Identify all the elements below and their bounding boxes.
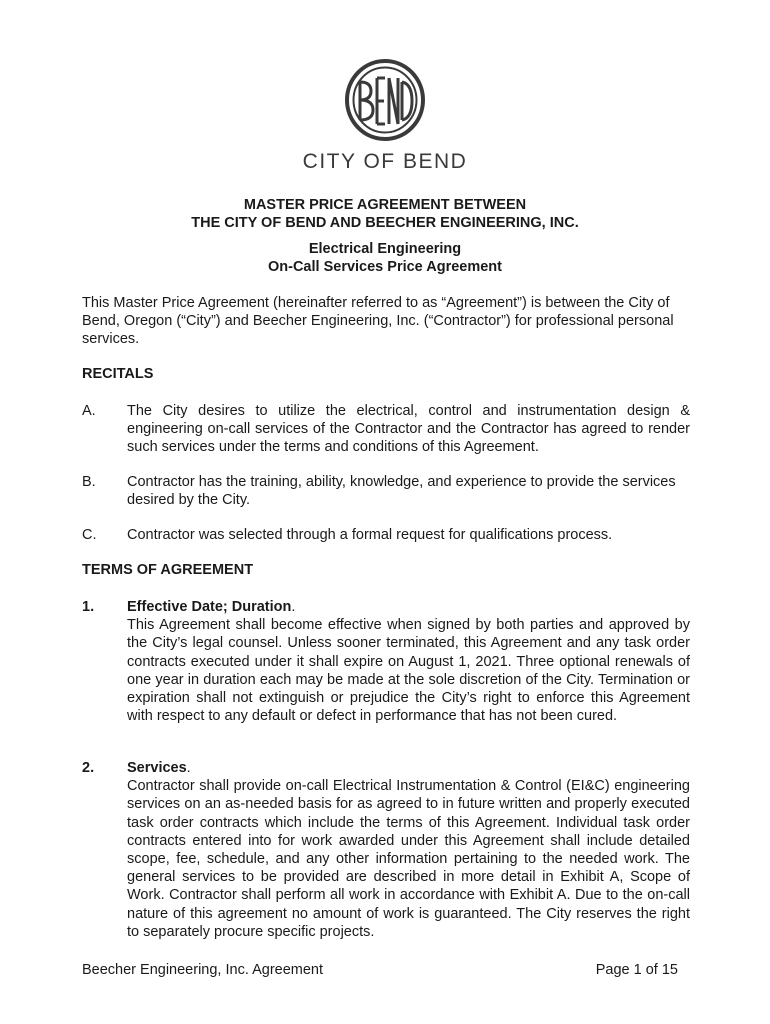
recital-item [82,473,690,509]
recital-label: C. [82,527,97,543]
recitals-heading: RECITALS [82,366,154,382]
section-text: Contractor shall provide on-call Electrical Instrumentation & Control (EI&C) engineering services on an as-needed basis for as agreed to in future written and properly executed task order contracts which include the terms of this Agreement. Individual task order contracts entered into for work awarded under this Agreement shall include detailed scope, fee, schedule, and any other information pertaining to the needed work. The general services to be provided are described in more detail in Exhibit A, Scope of Work. Contractor shall perform all work in accordance with Exhibit A. Due to the on-call nature of this agreement no amount of work is guaranteed. The City reserves the right to separately procure specific projects. [127,778,690,940]
section-number: 1. [82,599,95,615]
section-text: This Agreement shall become effective when signed by both parties and approved by the City’s legal counsel. Unless sooner terminated, this Agreement and any task order contracts executed under it shall expire on August 1, 2021. Three optional renewals of one year in duration each may be made at the sole discretion of the City. Termination or expiration shall not extinguish or prejudice the City’s right to enforce this Agreement with respect to any default or defect in performance that has not been cured. [127,617,690,725]
agreement-title [0,196,770,232]
intro-paragraph: This Master Price Agreement (hereinafter referred to as “Agreement”) is between the City of Bend, Oregon (“City”) and Beecher Engineering, Inc. (“Contractor”) for professional personal services. [82,295,674,348]
section-number: 2. [82,760,95,776]
recital-label: A. [82,403,96,419]
recital-text: Contractor was selected through a formal request for qualifications process. [127,527,613,543]
terms-section: 2. Services. Contractor shall provide on-call Electrical Instrumentation & Control (EI&C) engineering services on an as-needed basis for as agreed to in future written and properly executed task order contracts which include the terms of this Agreement. Individual task order contracts entered into for work awarded under this Agreement shall include detailed scope, fee, schedule, and any other information pertaining to the needed work. The general services to be provided are described in more detail in Exhibit A, Scope of Work. Contractor shall perform all work in accordance with Exhibit A. Due to the on-call nature of this agreement no amount of work is guaranteed. The City reserves the right to separately procure specific projects. [82,760,690,940]
recital-label: B. [82,474,96,490]
recital-text: Contractor has the training, ability, knowledge, and experience to provide the services desired by the City. [127,474,676,509]
city-name: CITY OF BEND [302,150,468,173]
subtitle-line-1: Electrical Engineering [308,241,462,257]
title-line-2: THE CITY OF BEND AND BEECHER ENGINEERING, INC. [191,215,579,231]
terms-heading: TERMS OF AGREEMENT [82,562,254,578]
footer-page-number: Page 1 of 15 [595,962,678,978]
title-line-1: MASTER PRICE AGREEMENT BETWEEN [243,197,527,213]
agreement-subtitle [0,240,770,276]
footer-document-name: Beecher Engineering, Inc. Agreement [82,962,324,978]
subtitle-line-2: On-Call Services Price Agreement [268,259,502,275]
recital-item [82,402,690,457]
recital-item [82,526,690,544]
city-of-bend-logo [344,58,426,142]
terms-section: 1. Effective Date; Duration. This Agreement shall become effective when signed by both parties and approved by the City’s legal counsel. Unless sooner terminated, this Agreement and any task order contracts executed under it shall expire on August 1, 2021. Three optional renewals of one year in duration each may be made at the sole discretion of the City. Termination or expiration shall not extinguish or prejudice the City’s right to enforce this Agreement with respect to any default or defect in performance that has not been cured. [82,599,690,725]
recital-text: The City desires to utilize the electrical, control and instrumentation design & engineering on-call services of the Contractor and the Contractor has agreed to render such services under the terms and conditions of this Agreement. [127,403,690,456]
section-title: Effective Date; Duration [127,599,292,615]
section-title: Services [127,760,187,776]
